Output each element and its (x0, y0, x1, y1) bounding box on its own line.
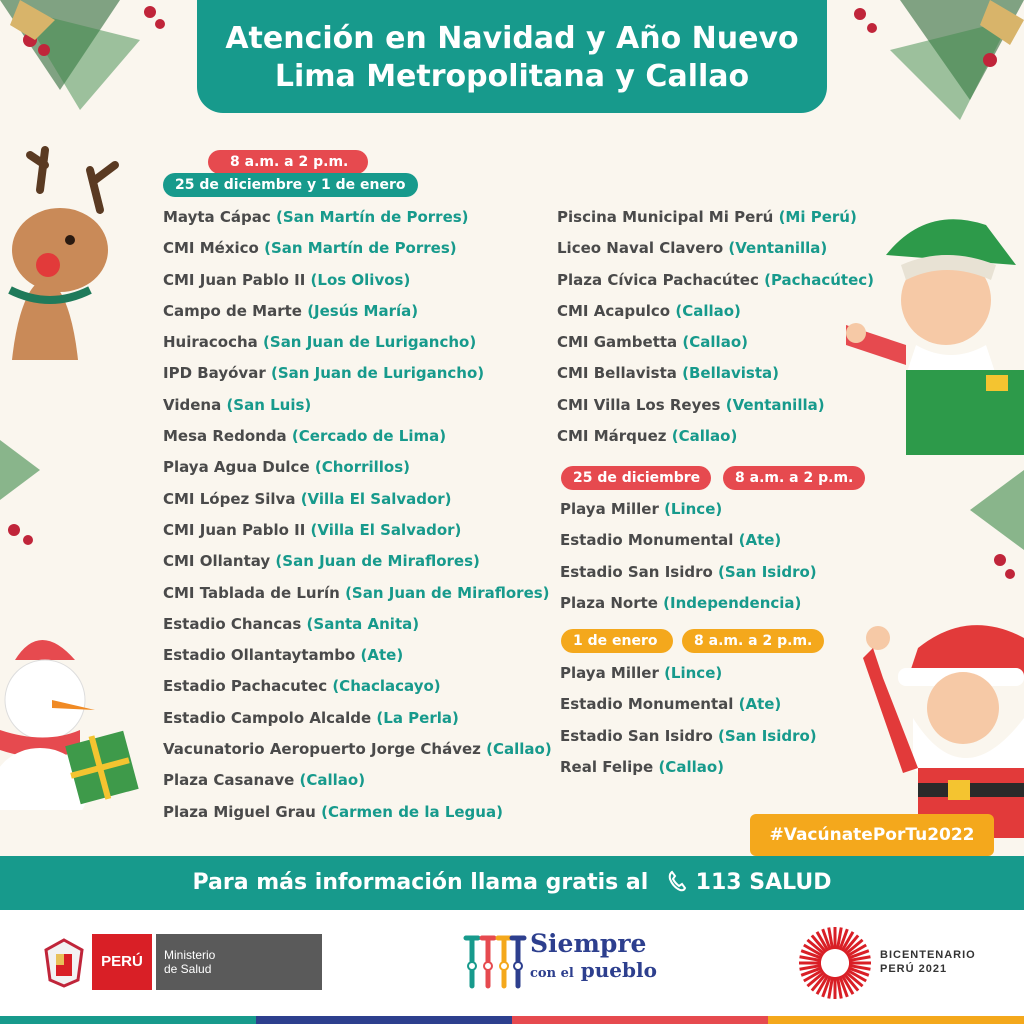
list-item (163, 546, 552, 577)
location-district: (San Martín de Porres) (264, 239, 457, 258)
list-item (163, 421, 552, 452)
list-item (163, 358, 552, 389)
location-name: CMI México (163, 239, 259, 258)
location-name: Plaza Norte (560, 593, 658, 612)
location-name: Vacunatorio Aeropuerto Jorge Chávez (163, 740, 481, 759)
location-name: Videna (163, 395, 222, 414)
location-district: (San Juan de Lurigancho) (263, 333, 477, 352)
list-item (163, 671, 552, 702)
list-item (163, 765, 552, 796)
peru-coat-of-arms-icon (42, 936, 86, 988)
location-name: Huiracocha (163, 333, 258, 352)
location-list-main (163, 202, 552, 828)
location-name: CMI Márquez (557, 427, 667, 446)
location-list-dec25 (560, 494, 817, 619)
list-item (163, 640, 552, 671)
page-title-line1: Atención en Navidad y Año Nuevo (225, 21, 799, 56)
list-item (163, 202, 552, 233)
location-name: Playa Agua Dulce (163, 458, 310, 477)
holly-decoration-right (940, 450, 1024, 610)
location-name: Estadio Pachacutec (163, 677, 328, 696)
location-district: (Callao) (486, 740, 552, 759)
location-district: (San Isidro) (718, 726, 817, 745)
list-item (163, 327, 552, 358)
holly-decoration-top-right (840, 0, 1024, 150)
location-district: (Lince) (664, 664, 723, 682)
list-item (560, 689, 817, 720)
location-name: Plaza Miguel Grau (163, 802, 316, 821)
location-district: (Lince) (664, 500, 723, 518)
location-name: Estadio Campolo Alcalde (163, 708, 372, 727)
list-item (163, 734, 552, 765)
location-name: CMI Juan Pablo II (163, 270, 306, 289)
location-name: CMI Acapulco (557, 301, 671, 320)
location-name: Plaza Cívica Pachacútec (557, 270, 759, 289)
location-district: (San Juan de Miraflores) (275, 552, 480, 571)
list-item (163, 797, 552, 828)
location-district: (Ate) (360, 646, 404, 665)
location-name: Playa Miller (560, 500, 659, 518)
list-item (557, 358, 874, 389)
location-district: (Mi Perú) (778, 208, 857, 226)
location-name: Campo de Marte (163, 301, 302, 320)
list-item (557, 296, 874, 327)
phone-number: 113 SALUD (695, 870, 832, 895)
location-list-callao (557, 202, 874, 452)
list-item (557, 421, 874, 452)
bicent-line2: PERÚ 2021 (880, 963, 948, 975)
list-item (560, 658, 817, 689)
date-badge-dec25: 25 de diciembre (561, 466, 711, 490)
location-district: (Bellavista) (682, 364, 779, 383)
list-item (163, 703, 552, 734)
list-item (557, 202, 874, 233)
bicentenario-logo-text (880, 948, 976, 976)
location-name: Estadio Monumental (560, 695, 734, 714)
dates-badge-main: 25 de diciembre y 1 de enero (163, 173, 418, 197)
list-item (560, 588, 817, 619)
holly-decoration-left (0, 400, 60, 620)
location-district: (Los Olivos) (310, 270, 411, 289)
list-item (163, 390, 552, 421)
hours-badge-dec25: 8 a.m. a 2 p.m. (723, 466, 865, 490)
location-district: (San Martín de Porres) (276, 208, 469, 226)
siempre-line2b: pueblo (580, 958, 657, 982)
location-district: (San Juan de Miraflores) (345, 583, 550, 602)
list-item (163, 452, 552, 483)
location-name: IPD Bayóvar (163, 364, 266, 383)
location-district: (Callao) (671, 427, 738, 446)
list-item (557, 390, 874, 421)
list-item (560, 557, 817, 588)
location-name: CMI López Silva (163, 489, 296, 508)
location-district: (Ate) (738, 695, 782, 714)
location-district: (San Juan de Lurigancho) (270, 364, 485, 383)
location-district: (Santa Anita) (306, 614, 420, 633)
minsa-logo (92, 934, 322, 990)
location-district: (Callao) (658, 757, 725, 776)
location-name: Playa Miller (560, 664, 659, 682)
location-district: (Ate) (738, 531, 782, 550)
location-name: Estadio Ollantaytambo (163, 646, 356, 665)
location-district: (Jesús María) (307, 301, 419, 320)
info-bar (0, 856, 1024, 910)
list-item (163, 578, 552, 609)
list-item (560, 525, 817, 556)
list-item (560, 494, 817, 525)
location-district: (Callao) (682, 333, 748, 352)
footer (0, 910, 1024, 1016)
date-badge-jan1: 1 de enero (561, 629, 673, 653)
hashtag-badge: #VacúnatePorTu2022 (750, 814, 994, 856)
location-name: CMI Bellavista (557, 364, 677, 383)
location-name: Estadio Chancas (163, 614, 302, 633)
snowman-illustration (0, 620, 150, 810)
location-name: Liceo Naval Clavero (557, 239, 724, 258)
siempre-line1: Siempre (530, 929, 647, 958)
location-district: (La Perla) (376, 708, 459, 727)
minsa-peru-label: PERÚ (92, 934, 152, 990)
reindeer-illustration (0, 140, 140, 360)
phone-icon (666, 856, 688, 910)
location-district: (Chorrillos) (314, 458, 411, 477)
holly-decoration-top-left (0, 0, 190, 150)
location-district: (Villa El Salvador) (310, 520, 462, 539)
list-item (163, 515, 552, 546)
location-district: (Cercado de Lima) (291, 427, 447, 446)
color-stripe (0, 1016, 1024, 1024)
list-item (163, 265, 552, 296)
location-name: CMI Juan Pablo II (163, 520, 306, 539)
list-item (163, 233, 552, 264)
bicentenario-logo-icon (796, 924, 874, 1002)
location-name: CMI Tablada de Lurín (163, 583, 340, 602)
ministry-line2: de Salud (164, 962, 212, 976)
siempre-line2a: con el (530, 966, 574, 981)
page-title-line2: Lima Metropolitana y Callao (274, 59, 750, 94)
list-item (560, 721, 817, 752)
list-item (163, 296, 552, 327)
location-district: (Callao) (299, 771, 366, 790)
location-district: (Villa El Salvador) (300, 489, 452, 508)
location-name: Mesa Redonda (163, 427, 287, 446)
ministry-line1: Ministerio (164, 948, 216, 962)
location-name: Estadio San Isidro (560, 562, 713, 581)
location-district: (Carmen de la Legua) (321, 802, 503, 821)
hours-badge-main: 8 a.m. a 2 p.m. (208, 150, 368, 174)
siempre-logo-icon (458, 926, 528, 996)
location-district: (Ventanilla) (728, 239, 828, 258)
list-item (557, 327, 874, 358)
location-name: Plaza Casanave (163, 771, 295, 790)
location-district: (San Isidro) (718, 562, 817, 581)
location-district: (Callao) (675, 301, 741, 320)
location-district: (San Luis) (226, 395, 312, 414)
info-text: Para más información llama gratis al (192, 870, 649, 895)
list-item (163, 484, 552, 515)
location-name: Estadio Monumental (560, 531, 734, 550)
siempre-logo-text (530, 930, 657, 986)
location-name: Estadio San Isidro (560, 726, 713, 745)
location-district: (Pachacútec) (764, 270, 875, 289)
page-header (197, 0, 827, 113)
location-district: (Chaclacayo) (332, 677, 441, 696)
location-district: (Independencia) (663, 593, 802, 612)
list-item (557, 233, 874, 264)
list-item (560, 752, 817, 783)
location-district: (Ventanilla) (725, 395, 825, 414)
location-name: CMI Gambetta (557, 333, 678, 352)
location-name: Piscina Municipal Mi Perú (557, 208, 774, 226)
location-name: Real Felipe (560, 757, 654, 776)
location-name: Mayta Cápac (163, 208, 271, 226)
location-name: CMI Villa Los Reyes (557, 395, 721, 414)
list-item (163, 609, 552, 640)
list-item (557, 265, 874, 296)
location-list-jan1 (560, 658, 817, 783)
bicent-line1: BICENTENARIO (880, 949, 976, 961)
location-name: CMI Ollantay (163, 552, 271, 571)
santa-illustration (858, 618, 1024, 838)
hours-badge-jan1: 8 a.m. a 2 p.m. (682, 629, 824, 653)
